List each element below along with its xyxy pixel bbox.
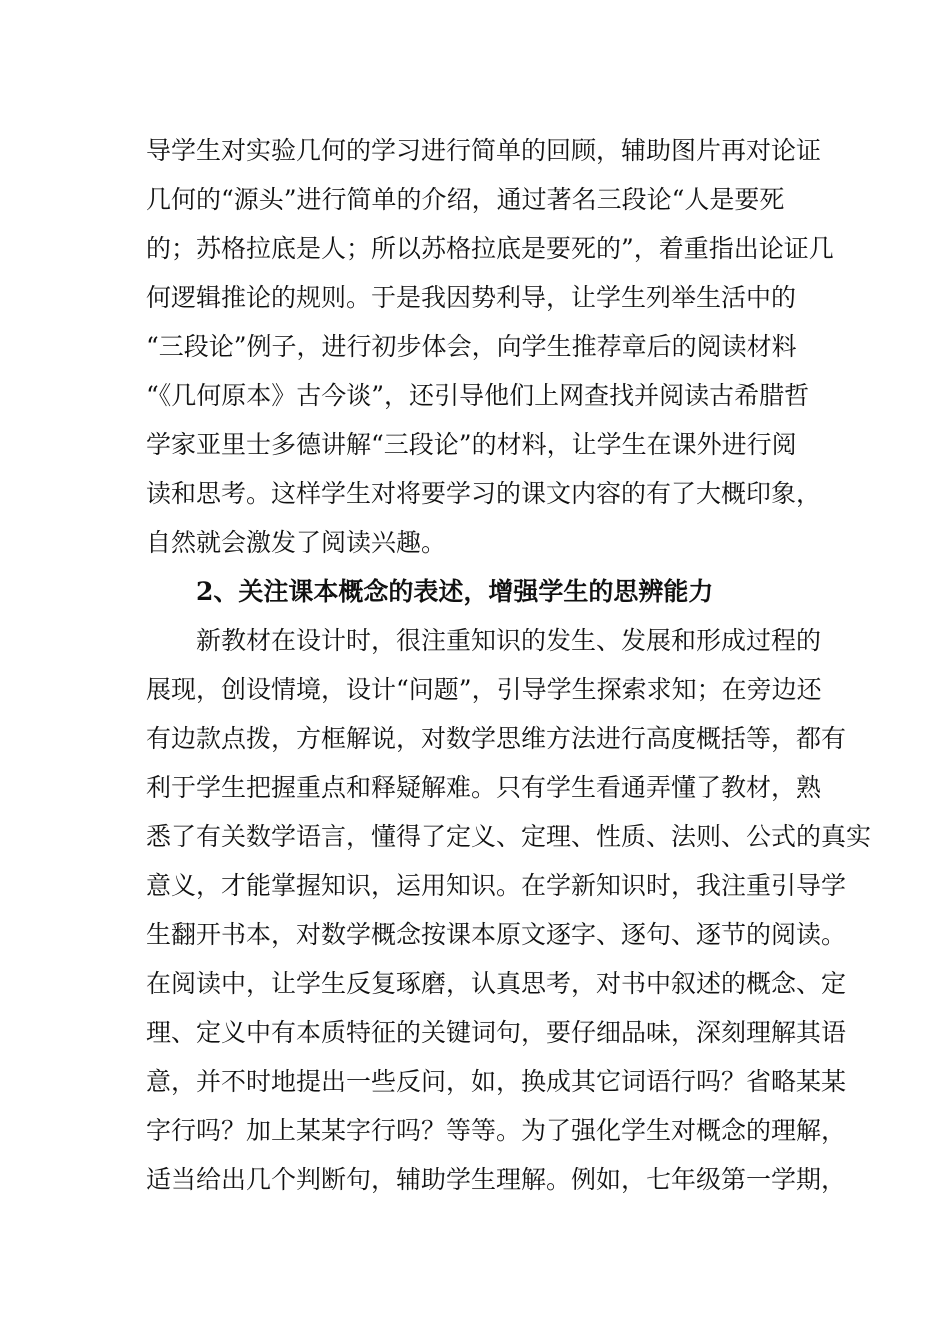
text-line: 理、定义中有本质特征的关键词句，要仔细品味，深刻理解其语 [146, 1018, 847, 1047]
text-line: 何逻辑推论的规则。于是我因势利导，让学生列举生活中的 [146, 283, 797, 312]
text-line: 生翻开书本，对数学概念按课本原文逐字、逐句、逐节的阅读。 [146, 920, 847, 949]
text-line: “三段论”例子，进行初步体会，向学生推荐章后的阅读材料 [146, 332, 797, 361]
text-line: 意义，才能掌握知识，运用知识。在学新知识时，我注重引导学 [146, 871, 847, 900]
section-heading: 2、关注课本概念的表述，增强学生的思辨能力 [196, 577, 714, 606]
text-line: 几何的“源头”进行简单的介绍，通过著名三段论“人是要死 [146, 185, 785, 214]
text-line: 新教材在设计时，很注重知识的发生、发展和形成过程的 [196, 626, 822, 655]
text-line: 有边款点拨，方框解说，对数学思维方法进行高度概括等，都有 [146, 724, 847, 753]
text-line: 在阅读中，让学生反复琢磨，认真思考，对书中叙述的概念、定 [146, 969, 847, 998]
text-line: 适当给出几个判断句，辅助学生理解。例如，七年级第一学期， [146, 1165, 847, 1194]
text-line: “《几何原本》古今谈”，还引导他们上网查找并阅读古希腊哲 [146, 381, 810, 410]
text-line: 利于学生把握重点和释疑解难。只有学生看通弄懂了教材，熟 [146, 773, 822, 802]
text-line: 学家亚里士多德讲解“三段论”的材料，让学生在课外进行阅 [146, 430, 797, 459]
text-line: 展现，创设情境，设计“问题”，引导学生探索求知；在旁边还 [146, 675, 822, 704]
text-line: 字行吗？加上某某字行吗？等等。为了强化学生对概念的理解， [146, 1116, 847, 1145]
text-line: 自然就会激发了阅读兴趣。 [146, 528, 447, 557]
text-line: 读和思考。这样学生对将要学习的课文内容的有了大概印象， [146, 479, 822, 508]
text-line: 意，并不时地提出一些反问，如，换成其它词语行吗？省略某某 [146, 1067, 847, 1096]
text-line: 导学生对实验几何的学习进行简单的回顾，辅助图片再对论证 [146, 136, 822, 165]
document-body [146, 126, 872, 1204]
text-line: 悉了有关数学语言，懂得了定义、定理、性质、法则、公式的真实 [146, 822, 872, 851]
text-line: 的；苏格拉底是人；所以苏格拉底是要死的”，着重指出论证几 [146, 234, 834, 263]
